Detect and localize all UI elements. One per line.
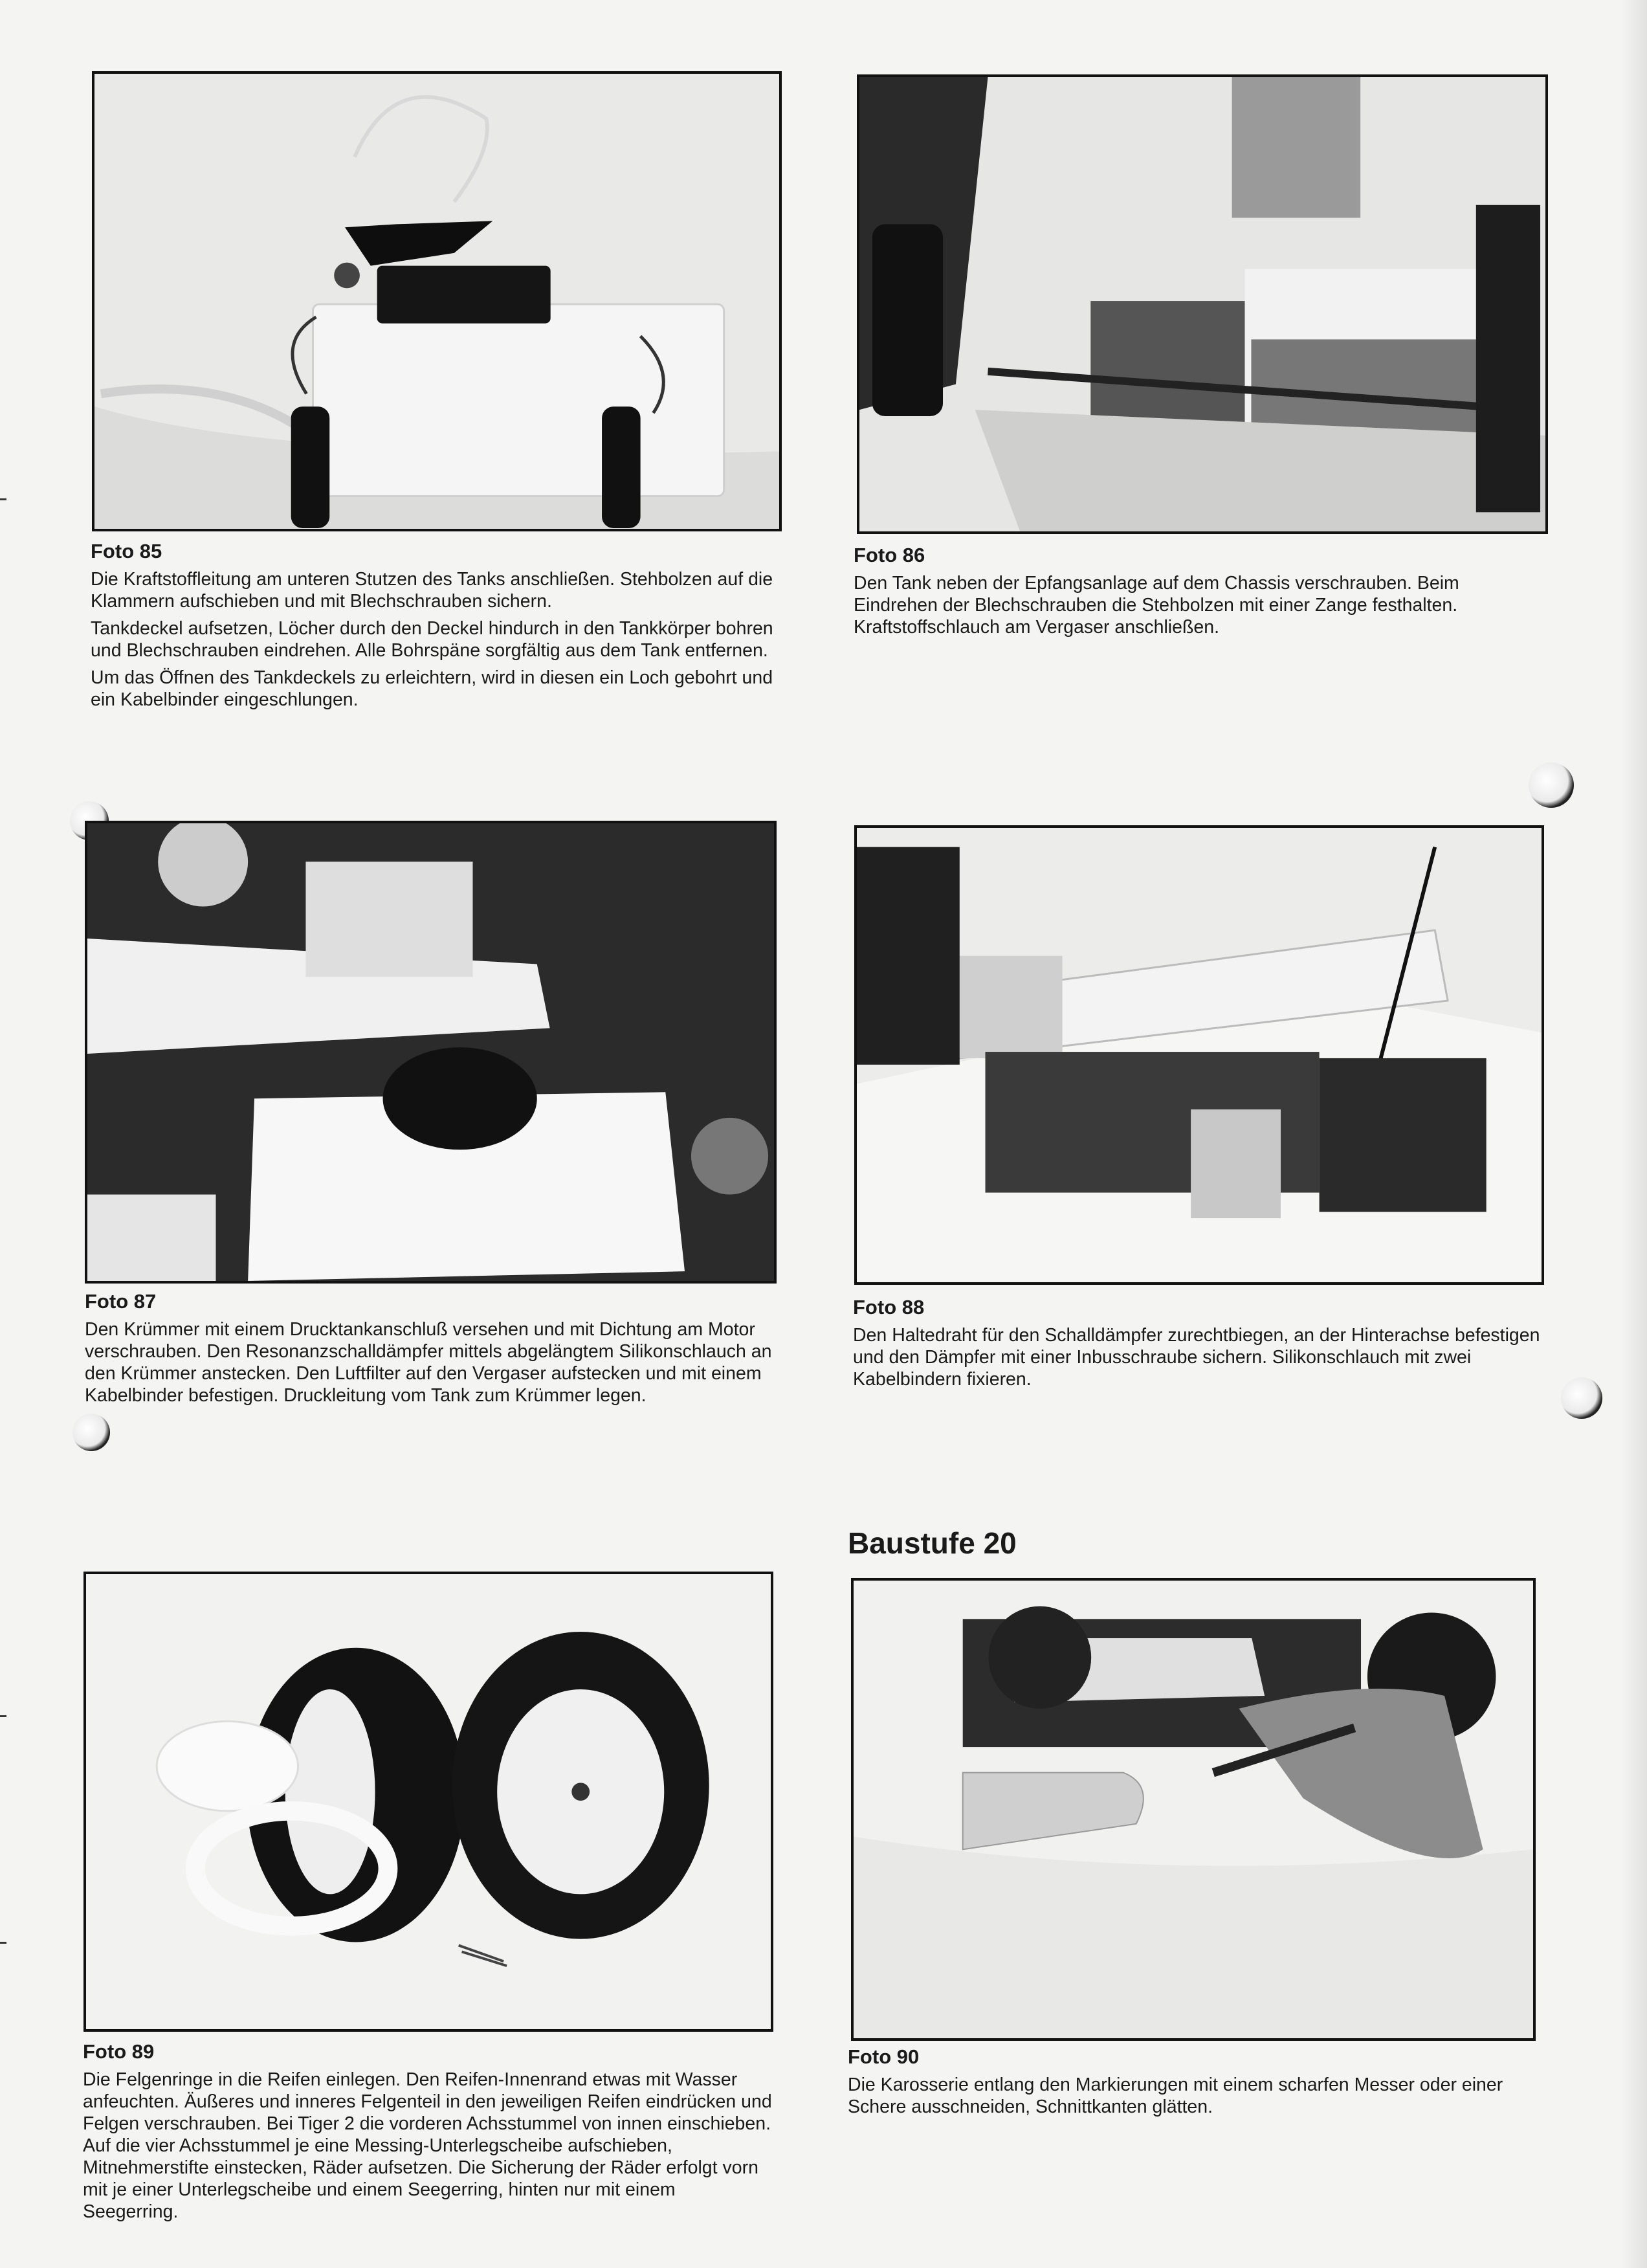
caption-title: Foto 90 xyxy=(848,2045,920,2068)
caption-paragraph: Den Tank neben der Epfangsanlage auf dem Chassis verschrauben. Beim Eindrehen der Blechschrauben die Stehbolzen mit einer Zange festhalten. Kraftstoffschlauch am Vergaser anschließen. xyxy=(854,573,1459,638)
caption-body xyxy=(83,2069,774,2223)
binder-hole-top-right xyxy=(1529,762,1574,808)
caption-paragraph: Die Kraftstoffleitung am unteren Stutzen des Tanks anschließen. Stehbolzen auf die Klammern aufschieben und mit Blechschrauben sichern. xyxy=(91,569,773,612)
caption-body xyxy=(85,1318,776,1406)
photo-90 xyxy=(851,1578,1536,2041)
caption-paragraph: Den Haltedraht für den Schalldämpfer zurechtbiegen, an der Hinterachse befestigen und den Dämpfer mit einer Inbusschraube sichern. Silikonschlauch mit zwei Kabelbindern fixieren. xyxy=(853,1325,1540,1390)
photo-89 xyxy=(83,1572,773,2032)
tank-illustration xyxy=(94,74,779,529)
caption-foto-90 xyxy=(848,2045,1538,2123)
muffler-illustration xyxy=(857,828,1542,1282)
caption-title: Foto 85 xyxy=(91,540,162,562)
caption-foto-85 xyxy=(91,540,782,716)
wheels-illustration xyxy=(86,1574,771,2029)
caption-body xyxy=(848,2074,1538,2118)
photo-85 xyxy=(92,71,782,531)
caption-foto-86 xyxy=(854,544,1546,643)
caption-title: Foto 86 xyxy=(854,544,925,566)
caption-foto-89 xyxy=(83,2040,774,2228)
caption-body xyxy=(91,568,782,711)
chassis-tank-illustration xyxy=(859,77,1545,531)
photo-87 xyxy=(85,821,777,1284)
photo-86 xyxy=(857,74,1548,534)
edge-mark xyxy=(0,1942,6,1944)
binder-hole-mid-right xyxy=(1561,1377,1602,1419)
edge-mark xyxy=(0,498,6,500)
page-edge-shadow xyxy=(1621,0,1647,2268)
caption-foto-87 xyxy=(85,1290,776,1412)
body-cutting-illustration xyxy=(854,1581,1533,2038)
caption-paragraph: Die Karosserie entlang den Markierungen mit einem scharfen Messer oder einer Schere ausschneiden, Schnittkanten glätten. xyxy=(848,2074,1503,2117)
photo-88 xyxy=(854,825,1544,1285)
caption-paragraph: Den Krümmer mit einem Drucktankanschluß versehen und mit Dichtung am Motor verschrauben. Den Resonanzschalldämpfer mittels abgelängtem Silikonschlauch an den Krümmer anstecken. Den Luftfilter auf den Vergaser aufstecken und mit einem Kabelbinder befestigen. Druckleitung vom Tank zum Krümmer legen. xyxy=(85,1319,772,1406)
caption-title: Foto 89 xyxy=(83,2040,155,2063)
caption-title: Foto 88 xyxy=(853,1296,925,1318)
caption-paragraph: Tankdeckel aufsetzen, Löcher durch den Deckel hindurch in den Tankkörper bohren und Blechschrauben eindrehen. Alle Bohrspäne sorgfältig aus dem Tank entfernen. xyxy=(91,618,773,661)
edge-mark xyxy=(0,1715,6,1717)
caption-title: Foto 87 xyxy=(85,1290,157,1313)
section-heading: Baustufe 20 xyxy=(848,1526,1017,1560)
caption-foto-88 xyxy=(853,1296,1547,1395)
caption-paragraph: Die Felgenringe in die Reifen einlegen. Den Reifen-Innenrand etwas mit Wasser anfeuchten. Äußeres und inneres Felgenteil in den jeweiligen Reifen eindrücken und Felgen verschrauben. Bei Tiger 2 die vorderen Achsstummel von innen einschieben. Auf die vier Achsstummel je eine Messing-Unterlegscheibe aufschieben, Mitnehmerstifte einstecken, Räder aufsetzen. Die Sicherung der Räder erfolgt vorn mit je einer Unterlegscheibe und einem Seegerring, hinten nur mit einem Seegerring. xyxy=(83,2069,772,2222)
caption-paragraph: Um das Öffnen des Tankdeckels zu erleichtern, wird in diesen ein Loch gebohrt und ein Kabelbinder eingeschlungen. xyxy=(91,667,773,710)
caption-body xyxy=(853,1324,1547,1390)
binder-hole-lower-left xyxy=(72,1414,110,1451)
caption-body xyxy=(854,572,1546,638)
exhaust-illustration xyxy=(87,823,774,1281)
